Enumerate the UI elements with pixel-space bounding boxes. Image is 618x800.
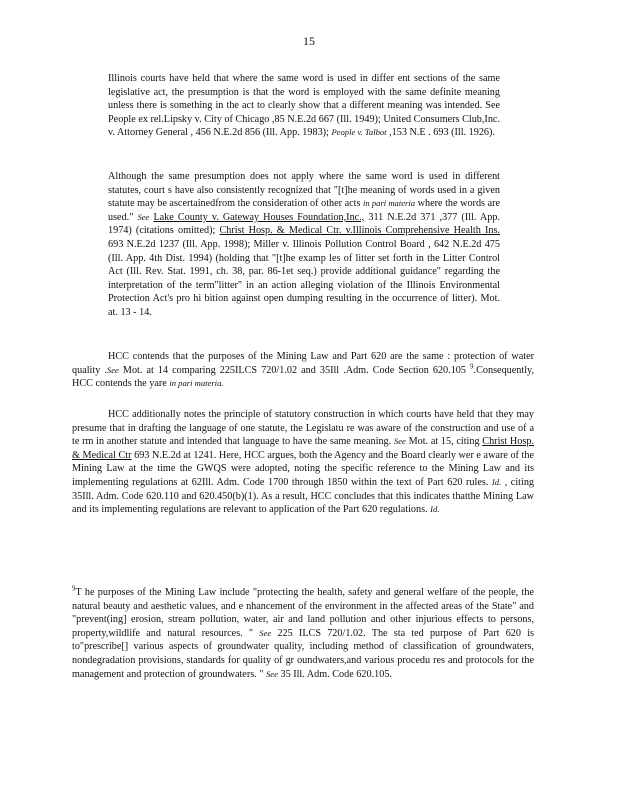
footnote-9 (72, 586, 534, 681)
paragraph-text: HCC contends that the purposes of the Mining Law and Part 620 are the same : protection of water quality . (72, 351, 534, 376)
paragraph-text: 311 N.E.2d 371 ,377 (Ill. App. 1974) (citations omitted); (108, 211, 500, 237)
paragraph-text: Mot. at 14 comparing 225ILCS 720/1.02 and 35Ill .Adm. Code Section 620.105 (118, 364, 471, 376)
paragraph-text: Although the same presumption does not apply where the same word is used in different statutes, court s have also consistently recognized that "[t]he meaning of words used in a given statute may be ascertainedfrom the consideration of other acts (108, 171, 500, 210)
paragraph-different-statutes (108, 170, 500, 320)
paragraph-text: Mot. at 15, citing (405, 436, 483, 448)
italic-citation-text: See (265, 668, 278, 679)
italic-citation-text: People v. Talbot (331, 127, 387, 138)
paragraph-text: T he purposes of the Mining Law include "protecting the health, safety and general welfare of the people, the natural beauty and aesthetic values, and e nhancement of the environment in the affected areas of the State" and "prevent(ing] erosion, stream pollution, water, air and land pollution and other injurious effects to persons, property,wildlife and natural resources. " (72, 587, 534, 639)
italic-citation-text: Id. (491, 476, 502, 487)
paragraph-text: 35 Ill. Adm. Code 620.105. (277, 668, 392, 680)
paragraph-text: Illinois courts have held that where the same word is used in differ ent sections of the same legislative act, the presumption is that the word is employed with the same definite meaning unless there is something in the act to clearly show that a different meaning was intended. See People ex rel.Lipsky v. City of Chicago ,85 N.E.2d 667 (Ill. 1949); United Consumers Club,Inc. v. Attorney General , 456 N.E.2d 856 (Ill. App. 1983); (108, 73, 500, 139)
italic-citation-text: Id. (430, 504, 440, 515)
page-number: 15 (303, 34, 315, 48)
italic-citation-text: See (106, 364, 119, 375)
italic-citation-text: in pari materia (363, 198, 416, 209)
paragraph-hcc-purposes (72, 350, 534, 391)
paragraph-text: ,153 N.E . 693 (Ill. 1926). (386, 127, 495, 139)
paragraph-text: where the words are used." (108, 198, 501, 223)
paragraph-statutory-construction (72, 408, 534, 517)
paragraph-same-act-presumption (108, 72, 500, 140)
underlined-case-name: Lake County v. Gateway Houses Foundation,Inc., (153, 211, 365, 223)
italic-citation-text: See (393, 436, 406, 447)
underlined-case-name: Christ Hosp. & Medical Ctr. v.Illinois Comprehensive Health Ins. (219, 225, 500, 237)
paragraph-text: , citing 35Ill. Adm. Code 620.110 and 620.450(b)(1). As a result, HCC concludes that this indicates thatthe Mining Law and its implementing regulations are relevant to application of the Part 620 regulations. (72, 476, 535, 516)
paragraph-text: 693 N.E.2d at 1241. Here, HCC argues, both the Agency and the Board clearly wer e aware of the Mining Law at the time the GWQS were adopted, noting the specific reference to the Mining Law and its implementing regulations at 62Ill. Adm. Code 1700 through 1850 within the text of Part 620 rules. (72, 449, 534, 488)
footnote-marker: 9 (72, 584, 76, 593)
italic-citation-text: See (259, 627, 272, 638)
paragraph-text: HCC additionally notes the principle of statutory construction in which courts have held that they may presume that in drafting the language of one statute, the Legislatu re was aware of the construction and use of a te rm in another statute and intended that language to have the same meaning. (72, 409, 534, 448)
paragraph-text: 693 N.E.2d 1237 (Ill. App. 1998); Miller v. Illinois Pollution Control Board , 642 N.E.2d 475 (Ill. App. 4th Dist. 1994) (holding that "[t]he examp les of litter set forth in the Litter Control Act (Ill. Rev. Stat. 1991, ch. 38, par. 86-1et seq.) provide additional guidance" regarding the interpretation of the term"litter" in an action alleging violation of the Illinois Environmental Protection Act's pro hi bition against open dumping resulting in the occurrence of litter). Mot. at. 13 - 14. (108, 238, 500, 318)
italic-citation-text: in pari materia. (169, 378, 224, 389)
footnote-marker: 9 (470, 362, 474, 371)
italic-citation-text: See (137, 211, 150, 222)
paragraph-text: .Consequently, HCC contends the yare (72, 364, 535, 390)
paragraph-text: 225 ILCS 720/1.02. The sta ted purpose of Part 620 is to"prescribe[] various aspects of groundwater quality, including method of classification of groundwaters, nondegradation provisions, standards for quality of gr oundwaters,and various procedu res and protocols for the management and protection of groundwaters. " (72, 627, 534, 680)
underlined-case-name: Christ Hosp. & Medical Ctr (72, 436, 534, 461)
footnote-divider (72, 578, 232, 579)
